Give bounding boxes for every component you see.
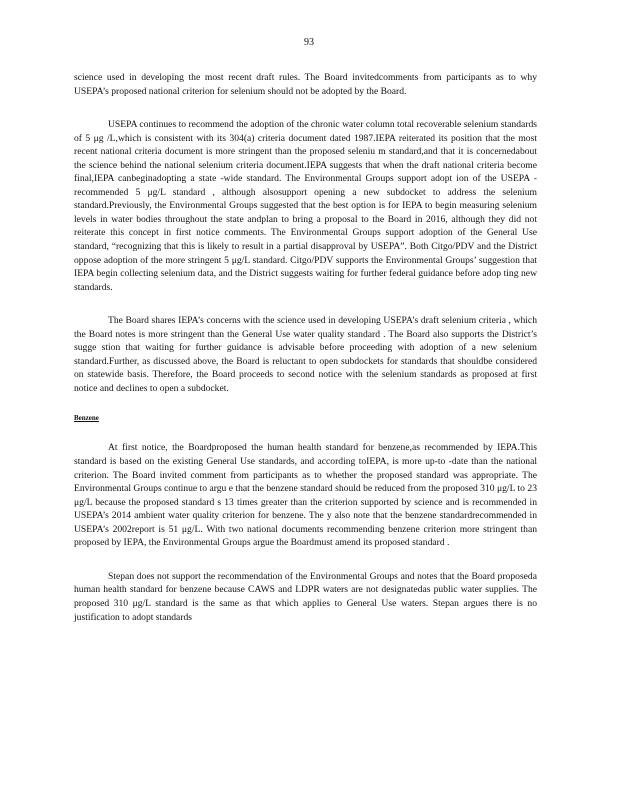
page-number: 93 [304,37,314,48]
paragraph-2: USEPA continues to recommend the adoption of the chronic water column total recoverable selenium standards of 5 μg /L,which is consistent with its 304(a) criteria document dated 1987.IEPA reiterated its position that the most recent national criteria document is more stringent than the proposed seleniu m standard,and that it is concernedabout the science behind the national selenium criteria document.IEPA suggests that when the draft national criteria become final,IEPA canbeginadopting a state -wide standard. The Environmental Groups support adopt ion of the USEPA -recommended 5 μg/L standard , although alsosupport opening a new subdocket to address the selenium standard.Previously, the Environmental Groups suggested that the best option is for IEPA to begin measuring selenium levels in water bodies throughout the state andplan to bring a proposal to the Board in 2016, although they did not reiterate this concept in first notice comments. The Environmental Groups support adoption of the General Use standard, “recognizing that this is likely to result in a partial disapproval by USEPA”. Both Citgo/PDV and the District oppose adoption of the more stringent 5 μg/L standard. Citgo/PDV supports the Environmental Groups’ suggestion that IEPA begin collecting selenium data, and the District suggests waiting for further federal guidance before adop ting new standards. [74,119,537,293]
paragraph-5: Stepan does not support the recommendation of the Environmental Groups and notes that the Board proposeda human health standard for benzene because CAWS and LDPR waters are not designatedas public water supplies. The proposed 310 μg/L standard is the same as that which applies to General Use waters. Stepan argues there is no justification to adopt standards [74,570,537,623]
paragraph-spacer [74,550,537,570]
section-heading-benzene: Benzene [74,414,99,423]
paragraph-1: science used in developing the most recent draft rules. The Board invitedcomments from participants as to why USEPA’s proposed national criterion for selenium should not be adopted by the Board. [74,72,537,97]
page-body [74,71,537,624]
paragraph-4: At first notice, the Boardproposed the human health standard for benzene,as recommended by IEPA.This standard is based on the existing General Use standards, and according toIEPA, is more up-to -date than the national criterion. The Board invited comment from participants as to whether the proposed standard was appropriate. The Environmental Groups continue to argu e that the benzene standard should be reduced from the proposed 310 μg/L to 23 μg/L because the proposed standard s 13 times greater than the criterion supported by science and is recommended in USEPA’s 2014 ambient water quality criterion for benzene. The y also note that the benzene standardrecommended in USEPA’s 2002report is 51 μg/L. With two national documents recommending benzene criterion more stringent than proposed by IEPA, the Environmental Groups argue the Boardmust amend its proposed standard . [74,442,537,549]
paragraph-spacer [74,395,537,412]
paragraph-3: The Board shares IEPA’s concerns with the science used in developing USEPA’s draft selenium criteria , which the Board notes is more stringent than the General Use water quality standard . The Board also supports the District’s sugge stion that waiting for further guidance is advisable before proceeding with adoption of a new selenium standard.Further, as discussed above, the Board is reluctant to open subdockets for standards that shouldbe considered on statewide basis. Therefore, the Board proceeds to second notice with the selenium standards as proposed at first notice and declines to open a subdocket. [74,315,537,394]
paragraph-spacer [74,98,537,118]
paragraph-spacer [74,294,537,314]
paragraph-spacer [74,424,537,441]
